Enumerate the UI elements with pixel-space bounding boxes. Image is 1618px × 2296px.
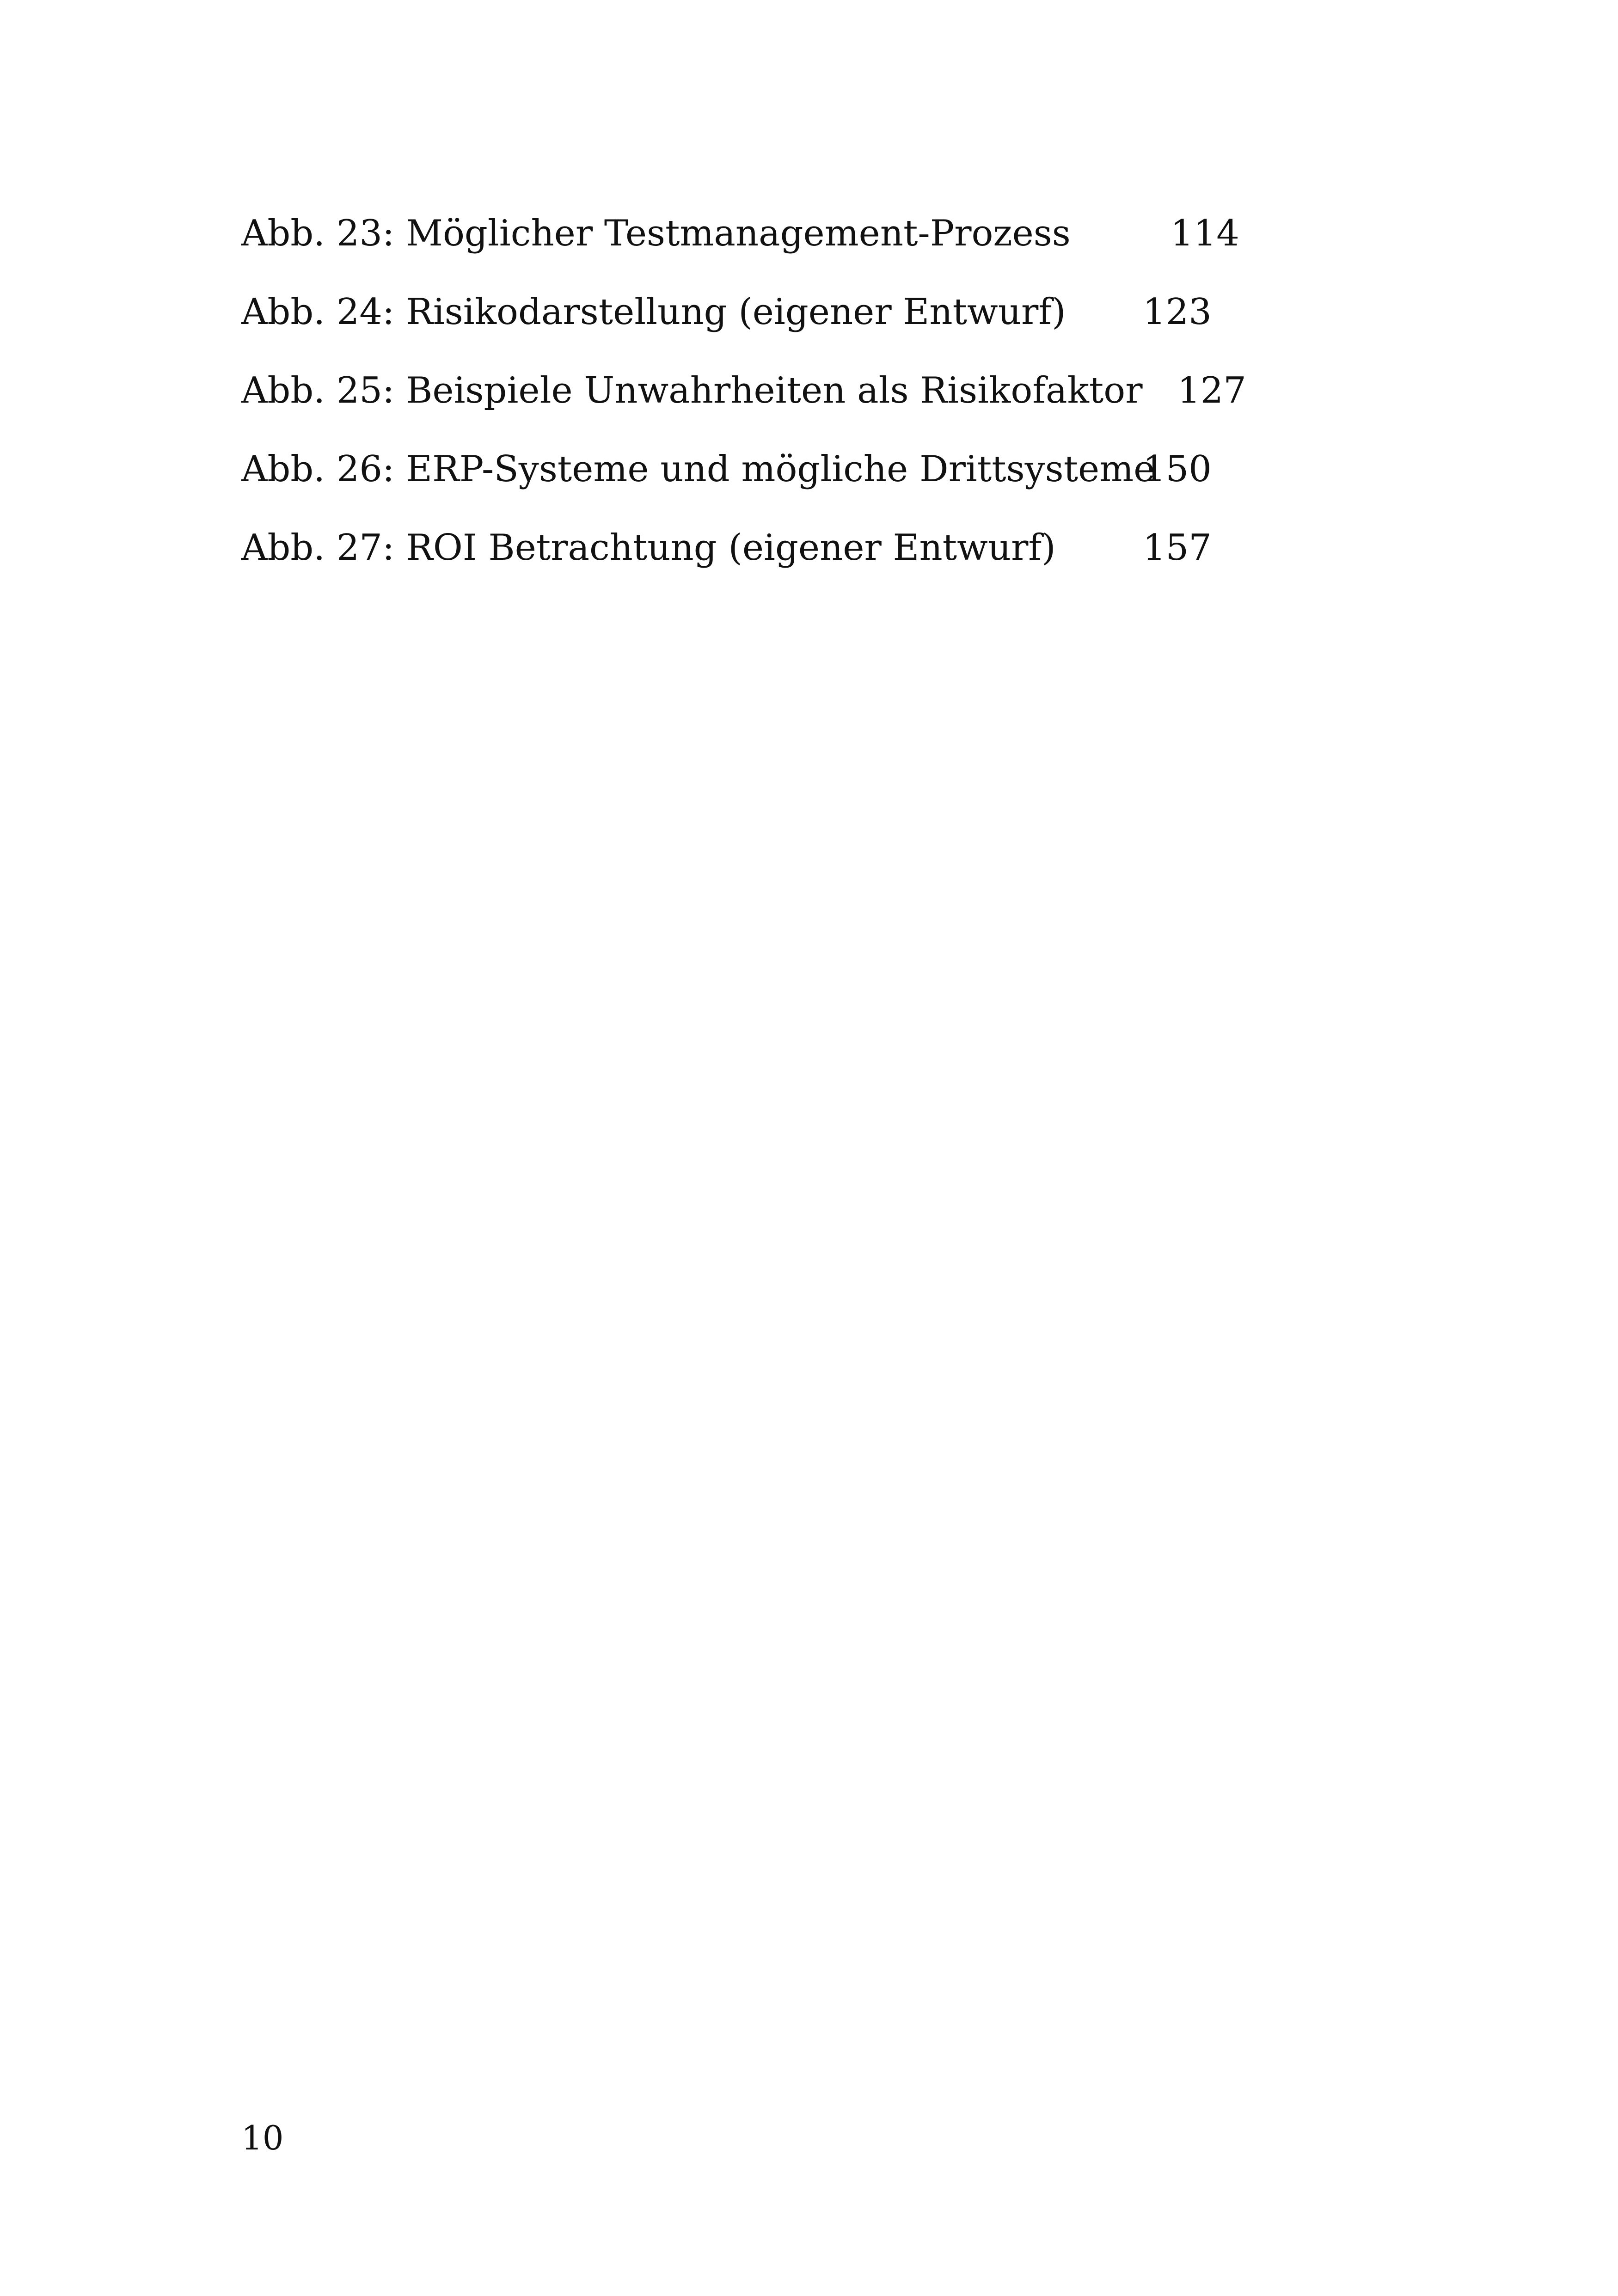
figure-list-entry bbox=[241, 206, 1305, 261]
figure-page-number: 114 bbox=[1171, 213, 1239, 254]
figure-caption: Abb. 26: ERP-Systeme und mögliche Drittsysteme bbox=[241, 448, 1155, 490]
figure-caption: Abb. 25: Beispiele Unwahrheiten als Risikofaktor bbox=[241, 370, 1143, 411]
figure-list-entry bbox=[241, 284, 1305, 340]
figure-caption: Abb. 24: Risikodarstellung (eigener Entwurf) bbox=[241, 291, 1066, 333]
figure-page-number: 123 bbox=[1143, 291, 1212, 333]
figure-list-entry bbox=[241, 520, 1305, 576]
figure-page-number: 150 bbox=[1143, 448, 1212, 490]
figure-list-entry bbox=[241, 441, 1305, 497]
page-number: 10 bbox=[241, 2118, 284, 2157]
figure-page-number: 127 bbox=[1177, 370, 1246, 411]
figure-list-entry bbox=[241, 363, 1305, 418]
figure-page-number: 157 bbox=[1143, 527, 1212, 569]
figure-caption: Abb. 27: ROI Betrachtung (eigener Entwurf) bbox=[241, 527, 1056, 569]
figure-caption: Abb. 23: Möglicher Testmanagement-Prozess bbox=[241, 213, 1071, 254]
